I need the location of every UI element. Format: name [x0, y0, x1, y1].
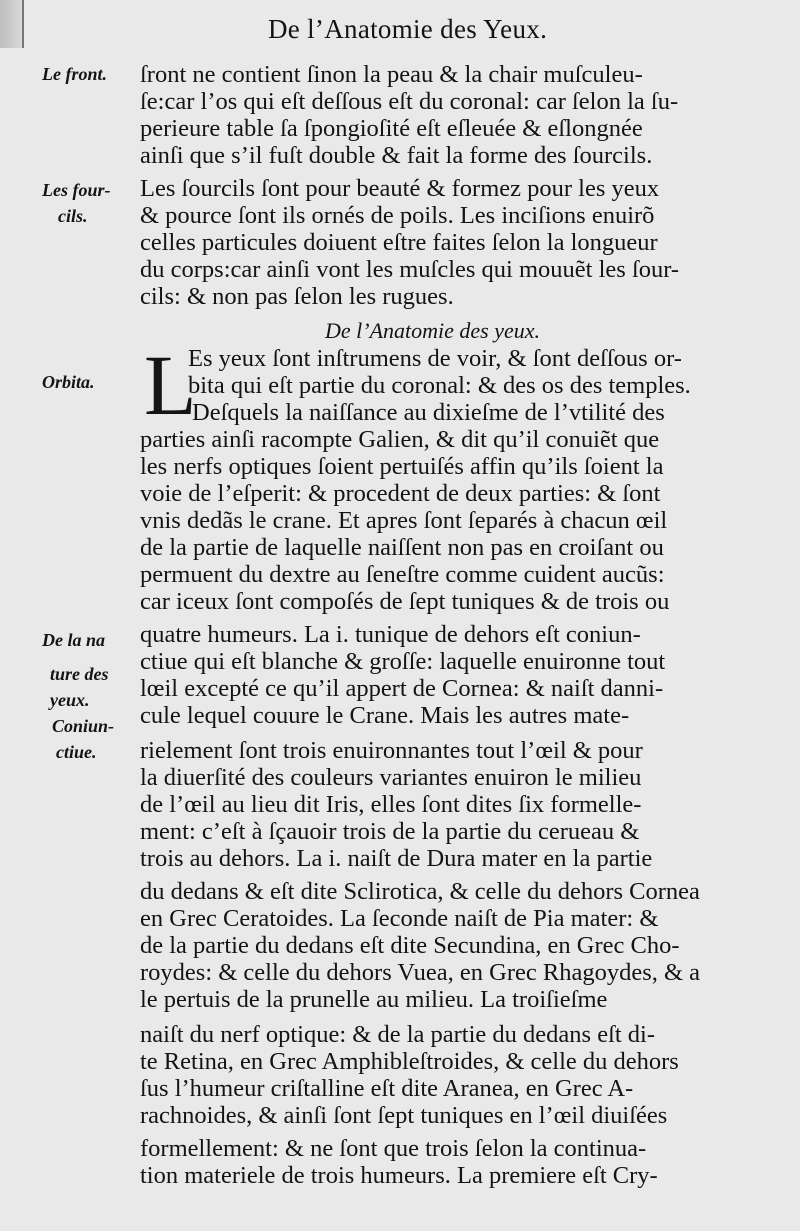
margin-note: ctiue.	[56, 742, 97, 762]
text-line: ſront ne contient ſinon la peau & la chair muſculeu-	[140, 61, 643, 88]
text-line: trois au dehors. La i. naiſt de Dura mater en la partie	[140, 845, 653, 872]
text-line: ſus l’humeur criſtalline eſt dite Aranea, en Grec A-	[140, 1075, 634, 1102]
margin-note: cils.	[58, 206, 88, 226]
text-line: de l’œil au lieu dit Iris, elles ſont dites ſix formelle-	[140, 791, 642, 818]
text-line: la diuerſité des couleurs variantes enuiron le milieu	[140, 764, 642, 791]
text-line: naiſt du nerf optique: & de la partie du dedans eſt di-	[140, 1021, 656, 1048]
text-line: & pource ſont ils ornés de poils. Les inciſions enuirõ	[140, 202, 655, 229]
text-line: ctiue qui eſt blanche & groſſe: laquelle enuironne tout	[140, 648, 666, 675]
text-line: vnis dedãs le crane. Et apres ſont ſeparés à chacun œil	[140, 507, 668, 534]
text-line: permuent du dextre au ſeneſtre comme cuident aucũs:	[140, 561, 665, 588]
text-line: celles particules doiuent eſtre faites ſelon la longueur	[140, 229, 658, 256]
running-head-text: De l’Anatomie des Yeux.	[268, 14, 548, 44]
margin-note: De la na	[42, 630, 105, 650]
text-line: voie de l’eſperit: & procedent de deux parties: & ſont	[140, 480, 661, 507]
text-line: tion materiele de trois humeurs. La premiere eſt Cry-	[140, 1162, 658, 1189]
text-line: perieure table ſa ſpongioſité eſt eſleuée & eſlongnée	[140, 115, 643, 142]
text-line: rielement ſont trois enuironnantes tout l’œil & pour	[140, 737, 643, 764]
margin-note: yeux.	[50, 690, 90, 710]
margin-note: Orbita.	[42, 372, 95, 392]
text-line: te Retina, en Grec Amphibleſtroides, & celle du dehors	[140, 1048, 679, 1075]
text-line: ſe:car l’os qui eſt deſſous eſt du coronal: car ſelon la ſu-	[140, 88, 679, 115]
margin-note: Coniun-	[52, 716, 115, 736]
text-line: du dedans & eſt dite Sclirotica, & celle du dehors Cornea	[140, 878, 700, 905]
margin-note: Les four-	[42, 180, 111, 200]
text-line: Es yeux ſont inſtrumens de voir, & ſont deſſous or-	[188, 345, 682, 372]
margin-note: ture des	[50, 664, 109, 684]
text-line: quatre humeurs. La i. tunique de dehors eſt coniun-	[140, 621, 641, 648]
margin-note: Le front.	[42, 64, 107, 84]
text-line: car iceux ſont compoſés de ſept tuniques & de trois ou	[140, 588, 670, 615]
text-line: les nerfs optiques ſoient pertuiſés affin qu’ils ſoient la	[140, 453, 664, 480]
text-line: cils: & non pas ſelon les rugues.	[140, 283, 454, 310]
text-line: le pertuis de la prunelle au milieu. La troiſieſme	[140, 986, 608, 1013]
text-line: Les ſourcils ſont pour beauté & formez pour les yeux	[140, 175, 660, 202]
text-line: rachnoides, & ainſi ſont ſept tuniques en l’œil diuiſées	[140, 1102, 668, 1129]
page-edge	[0, 0, 24, 48]
section-title: De l’Anatomie des yeux.	[325, 318, 541, 343]
text-line: de la partie de laquelle naiſſent non pas en croiſant ou	[140, 534, 664, 561]
text-line: ment: c’eſt à ſçauoir trois de la partie du cerueau &	[140, 818, 640, 845]
text-line: en Grec Ceratoides. La ſeconde naiſt de Pia mater: &	[140, 905, 659, 932]
text-line: ainſi que s’il fuſt double & fait la forme des ſourcils.	[140, 142, 653, 169]
text-line: roydes: & celle du dehors Vuea, en Grec Rhagoydes, & a	[140, 959, 701, 986]
text-line: cule lequel couure le Crane. Mais les autres mate-	[140, 702, 630, 729]
text-line: de la partie du dedans eſt dite Secundina, en Grec Cho-	[140, 932, 680, 959]
drop-cap: L	[144, 337, 197, 433]
text-line: du corps:car ainſi vont les muſcles qui mouuẽt les ſour-	[140, 256, 680, 283]
text-line: lœil excepté ce qu’il appert de Cornea: & naiſt danni-	[140, 675, 664, 702]
text-line: parties ainſi racompte Galien, & dit qu’il conuiẽt que	[140, 426, 660, 453]
text-line: formellement: & ne ſont que trois ſelon la continua-	[140, 1135, 647, 1162]
text-line: bita qui eſt partie du coronal: & des os des temples.	[188, 372, 691, 399]
text-line: Deſquels la naiſſance au dixieſme de l’vtilité des	[192, 399, 665, 426]
